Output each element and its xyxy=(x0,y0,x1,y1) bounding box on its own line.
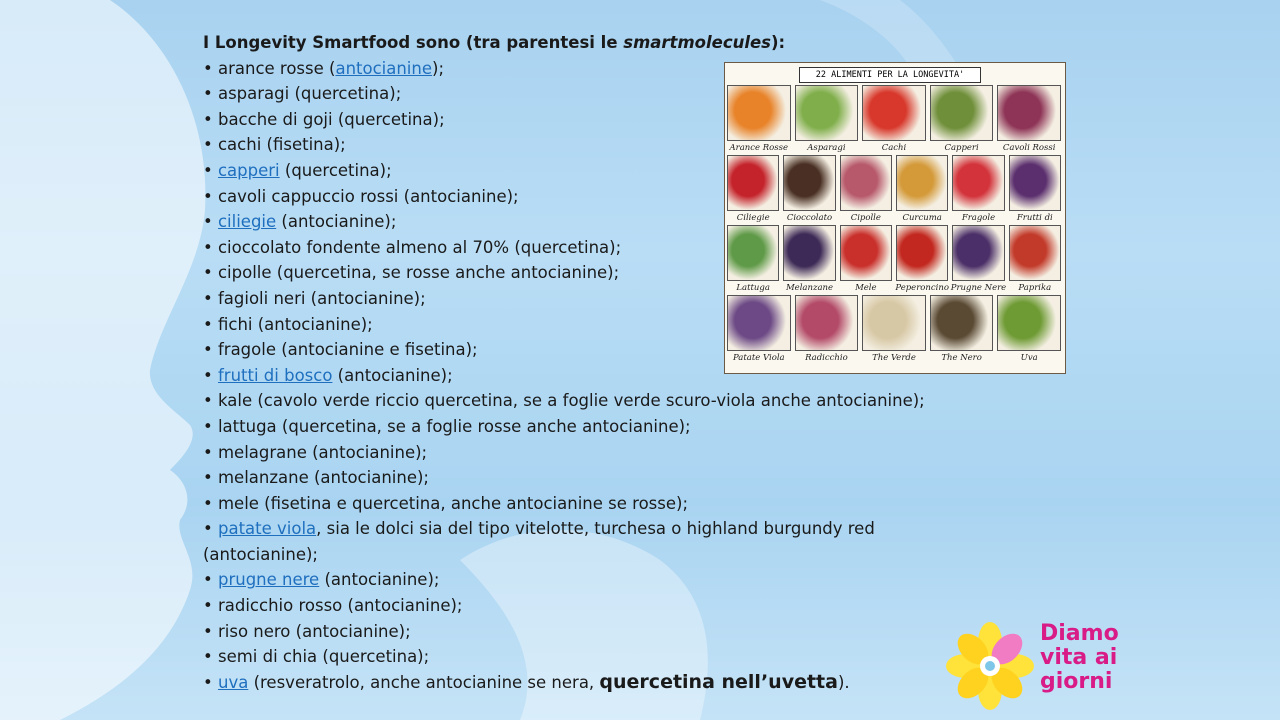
food-cell xyxy=(793,85,861,155)
item-text: • melagrane (antocianine); xyxy=(203,442,428,462)
item-text: • melanzane (antocianine); xyxy=(203,468,429,488)
food-drawing xyxy=(896,225,948,281)
item-text: • fichi (antocianine); xyxy=(203,314,373,334)
food-label: Uva xyxy=(1020,353,1038,363)
food-label: Mele xyxy=(855,283,877,293)
item-text-end: ). xyxy=(837,672,850,692)
item-text-after: ); xyxy=(432,58,445,78)
list-item xyxy=(203,465,963,491)
flower-logo-icon xyxy=(944,622,1040,712)
food-label: Capperi xyxy=(944,143,979,153)
food-drawing xyxy=(727,295,791,351)
item-text-after: (resveratrolo, anche antocianine se nera, xyxy=(248,672,600,692)
food-drawing xyxy=(783,155,835,211)
item-link[interactable]: ciliegie xyxy=(217,212,277,232)
food-cell xyxy=(860,295,928,365)
food-drawing xyxy=(997,295,1061,351)
item-text: • radicchio rosso (antocianine); xyxy=(203,596,463,616)
item-link[interactable]: capperi xyxy=(217,160,280,180)
food-cell xyxy=(725,225,781,295)
food-label: Cioccolato xyxy=(786,213,833,223)
list-item xyxy=(203,619,963,645)
list-item xyxy=(203,414,963,440)
item-text: • bacche di goji (quercetina); xyxy=(203,109,445,129)
food-label: Curcuma xyxy=(902,213,942,223)
food-cell xyxy=(894,155,950,225)
food-drawing xyxy=(727,85,791,141)
item-text: • fragole (antocianine e fisetina); xyxy=(203,340,478,360)
food-cell xyxy=(1007,225,1063,295)
item-text: • cioccolato fondente almeno al 70% (quercetina); xyxy=(203,237,622,257)
heading-text: I Longevity Smartfood sono (tra parentesi le xyxy=(203,33,624,52)
food-cell xyxy=(781,225,837,295)
item-text: • xyxy=(203,519,218,539)
list-item xyxy=(203,516,923,567)
food-cell xyxy=(725,295,793,365)
food-label: The Verde xyxy=(872,353,916,363)
item-text: • arance rosse ( xyxy=(203,58,336,78)
food-label: Cipolle xyxy=(850,213,881,223)
item-text: • asparagi (quercetina); xyxy=(203,84,402,104)
item-text: • riso nero (antocianine); xyxy=(203,621,411,641)
food-cell xyxy=(838,225,894,295)
logo-line-1: Diamo xyxy=(1040,621,1119,646)
food-cell xyxy=(860,85,928,155)
food-label: Cavoli Rossi xyxy=(1002,143,1056,153)
food-drawing xyxy=(727,225,779,281)
list-item xyxy=(203,440,963,466)
item-text: • kale (cavolo verde riccio quercetina, se a foglie verde scuro-viola anche antocianine); xyxy=(203,391,925,411)
food-drawing xyxy=(783,225,835,281)
item-text: • cipolle (quercetina, se rosse anche antocianine); xyxy=(203,263,620,283)
food-label: Cachi xyxy=(881,143,907,153)
item-emphasis: quercetina nell’uvetta xyxy=(599,670,838,693)
food-drawing xyxy=(795,85,859,141)
illustration-title: 22 ALIMENTI PER LA LONGEVITA' xyxy=(799,67,981,83)
food-cell xyxy=(950,155,1006,225)
food-cell xyxy=(928,295,996,365)
item-text-after: (antocianine); xyxy=(276,212,397,232)
item-text: • semi di chia (quercetina); xyxy=(203,647,430,667)
food-label: Frutti di xyxy=(1016,213,1053,223)
item-link[interactable]: antocianine xyxy=(335,58,433,78)
food-drawing xyxy=(862,85,926,141)
item-text: • mele (fisetina e quercetina, anche antocianine se rosse); xyxy=(203,493,689,513)
item-text: • fagioli neri (antocianine); xyxy=(203,288,426,308)
item-text: • xyxy=(203,212,218,232)
food-cell xyxy=(894,225,950,295)
item-text: • lattuga (quercetina, se a foglie rosse anche antocianine); xyxy=(203,416,691,436)
food-label: Ciliegie xyxy=(736,213,770,223)
food-cell xyxy=(950,225,1006,295)
food-label: Asparagi xyxy=(807,143,846,153)
food-drawing xyxy=(1009,225,1061,281)
food-label: Fragole xyxy=(961,213,996,223)
item-text: • xyxy=(203,672,218,692)
food-drawing xyxy=(727,155,779,211)
item-text-after: (antocianine); xyxy=(319,570,440,590)
item-text: • cavoli cappuccio rossi (antocianine); xyxy=(203,186,519,206)
food-drawing xyxy=(952,155,1004,211)
heading-end: ): xyxy=(771,33,786,52)
food-cell xyxy=(725,155,781,225)
food-cell xyxy=(1007,155,1063,225)
food-cell xyxy=(995,295,1063,365)
food-cell xyxy=(995,85,1063,155)
list-item xyxy=(203,670,963,696)
food-label: Prugne Nere xyxy=(950,283,1007,293)
food-label: Arance Rosse xyxy=(729,143,789,153)
food-cell xyxy=(838,155,894,225)
item-text: • cachi (fisetina); xyxy=(203,135,346,155)
food-cell xyxy=(725,85,793,155)
list-item xyxy=(203,388,963,414)
logo-line-2: vita ai xyxy=(1040,645,1118,670)
food-drawing xyxy=(930,295,994,351)
logo-text xyxy=(1040,622,1130,694)
food-drawing xyxy=(840,155,892,211)
item-link[interactable]: uva xyxy=(217,672,249,692)
food-drawing xyxy=(896,155,948,211)
item-text: • xyxy=(203,570,218,590)
foods-illustration xyxy=(724,62,1066,374)
list-item xyxy=(203,644,963,670)
list-heading xyxy=(203,30,963,56)
food-drawing xyxy=(997,85,1061,141)
food-drawing xyxy=(930,85,994,141)
item-text: • xyxy=(203,160,218,180)
food-label: Lattuga xyxy=(736,283,770,293)
item-text-after: , sia le dolci sia del tipo vitelotte, turchesa o highland burgundy red (antocianine); xyxy=(203,519,875,564)
logo-line-3: giorni xyxy=(1040,669,1113,694)
food-label: Peperoncino xyxy=(895,283,949,293)
item-link[interactable]: patate viola xyxy=(217,519,317,539)
food-drawing xyxy=(862,295,926,351)
food-label: The Nero xyxy=(941,353,982,363)
heading-italic: smartmolecules xyxy=(623,33,772,52)
list-item xyxy=(203,593,963,619)
food-label: Radicchio xyxy=(805,353,848,363)
food-cell xyxy=(928,85,996,155)
item-link[interactable]: frutti di bosco xyxy=(217,365,333,385)
food-cell xyxy=(781,155,837,225)
diamo-vita-ai-giorni-logo xyxy=(944,622,1124,712)
food-label: Melanzane xyxy=(785,283,834,293)
food-cell xyxy=(793,295,861,365)
list-item xyxy=(203,491,963,517)
food-drawing xyxy=(840,225,892,281)
food-drawing xyxy=(952,225,1004,281)
item-link[interactable]: prugne nere xyxy=(217,570,320,590)
food-drawing xyxy=(1009,155,1061,211)
item-text-after: (quercetina); xyxy=(279,160,392,180)
list-item xyxy=(203,567,963,593)
item-text-after: (antocianine); xyxy=(332,365,453,385)
food-label: Patate Viola xyxy=(732,353,785,363)
food-label: Paprika xyxy=(1018,283,1052,293)
item-text: • xyxy=(203,365,218,385)
food-drawing xyxy=(795,295,859,351)
